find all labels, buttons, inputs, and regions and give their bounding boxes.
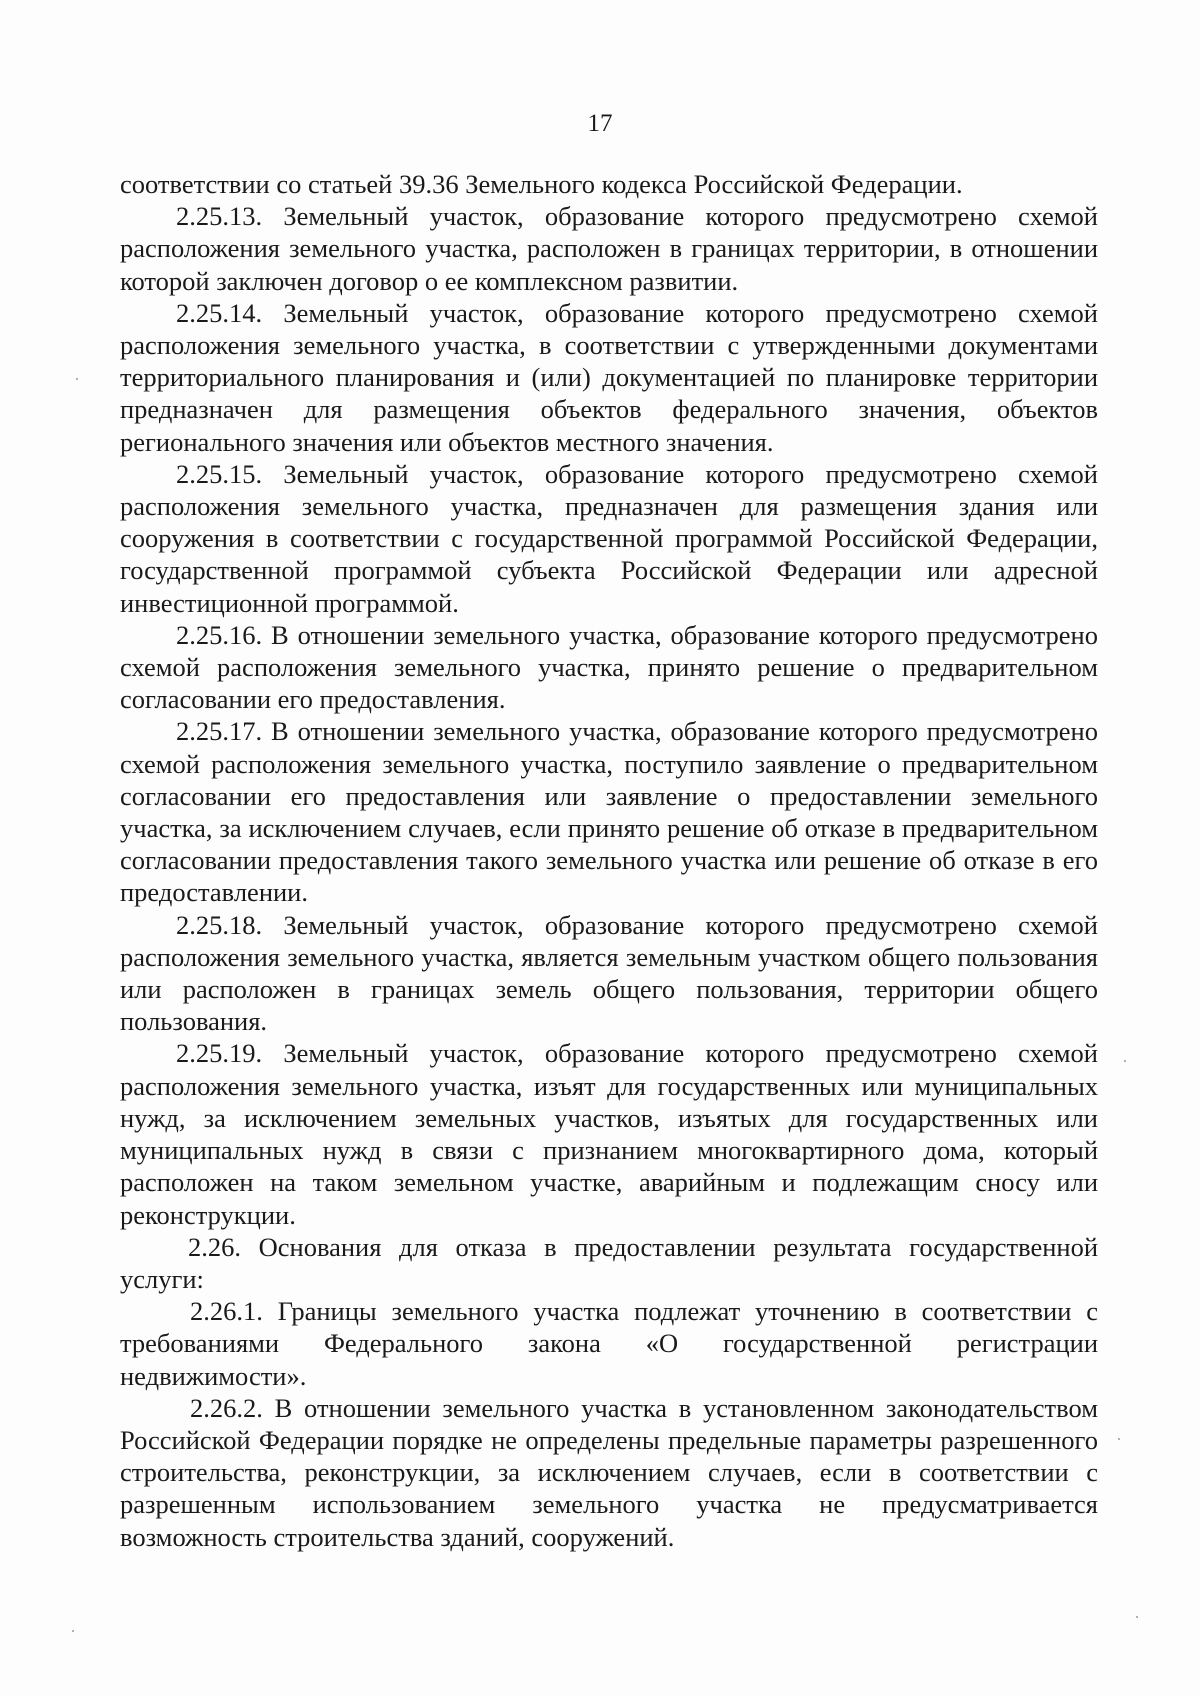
paragraph-2-25-15: 2.25.15. Земельный участок, образование которого предусмотрено схемой расположения земельного участка, предназначен для размещения здания или сооружения в соответствии с государственной программой Российской Федерации, государственной программой субъекта Российской Федерации или адресной инвестиционной программой.	[120, 458, 1098, 618]
paragraph-continuation: соответствии со статьей 39.36 Земельного кодекса Российской Федерации.	[120, 169, 963, 199]
paragraph-2-25-14: 2.25.14. Земельный участок, образование которого предусмотрено схемой расположения земельного участка, в соответствии с утвержденными документами территориального планирования и (или) документацией по планировке территории предназначен для размещения объектов федерального значения, объектов регионального значения или объектов местного значения.	[120, 297, 1098, 457]
page-number: 17	[587, 110, 613, 137]
scan-speck	[1118, 1438, 1120, 1440]
paragraph-2-25-18: 2.25.18. Земельный участок, образование которого предусмотрено схемой расположения земельного участка, является земельным участком общего пользования или расположен в границах земель общего пользования, территории общего пользования.	[120, 909, 1098, 1037]
paragraph-2-26-1: 2.26.1. Границы земельного участка подлежат уточнению в соответствии с требованиями Федерального закона «О государственной регистрации недвижимости».	[120, 1296, 1098, 1391]
scan-speck	[1136, 1616, 1138, 1618]
paragraph-2-26: 2.26. Основания для отказа в предоставлении результата государственной услуги:	[120, 1231, 1098, 1294]
document-body	[120, 168, 1098, 1553]
scan-speck	[1124, 1060, 1126, 1062]
paragraph-2-25-19: 2.25.19. Земельный участок, образование которого предусмотрено схемой расположения земельного участка, изъят для государственных или муниципальных нужд, за исключением земельных участков, изъятых для государственных или муниципальных нужд в связи с признанием многоквартирного дома, который расположен на таком земельном участке, аварийным и подлежащим сносу или реконструкции.	[120, 1038, 1098, 1230]
paragraph-2-26-2: 2.26.2. В отношении земельного участка в установленном законодательством Российской Федерации порядке не определены предельные параметры разрешенного строительства, реконструкции, за исключением случаев, если в соответствии с разрешенным использованием земельного участка не предусматривается возможность строительства зданий, сооружений.	[120, 1392, 1098, 1552]
paragraph-2-25-17: 2.25.17. В отношении земельного участка, образование которого предусмотрено схемой расположения земельного участка, поступило заявление о предварительном согласовании его предоставления или заявление о предоставлении земельного участка, за исключением случаев, если принято решение об отказе в предварительном согласовании предоставления такого земельного участка или решение об отказе в его предоставлении.	[120, 716, 1098, 908]
paragraph-2-25-13: 2.25.13. Земельный участок, образование которого предусмотрено схемой расположения земельного участка, расположен в границах территории, в отношении которой заключен договор о ее комплексном развитии.	[120, 201, 1098, 296]
paragraph-2-25-16: 2.25.16. В отношении земельного участка, образование которого предусмотрено схемой расположения земельного участка, принято решение о предварительном согласовании его предоставления.	[120, 619, 1098, 715]
scan-speck	[76, 378, 78, 380]
scan-speck	[72, 1630, 74, 1632]
